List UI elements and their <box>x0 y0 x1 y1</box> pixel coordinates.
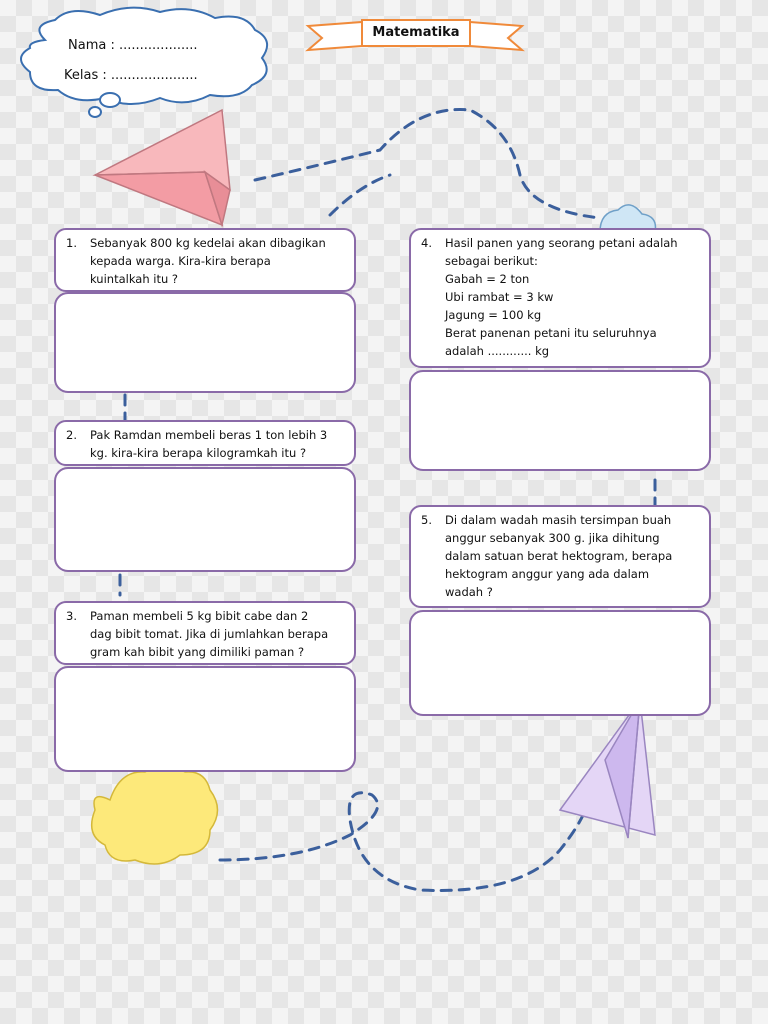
class-line <box>64 68 198 83</box>
question-text-line: Gabah = 2 ton <box>445 272 530 286</box>
question-text-line: Di dalam wadah masih tersimpan buah <box>445 513 672 527</box>
answer-box-1[interactable] <box>54 292 356 393</box>
question-text-line: kg. kira-kira berapa kilogramkah itu ? <box>90 446 307 460</box>
question-text-line: Hasil panen yang seorang petani adalah <box>445 236 678 250</box>
question-text-line: sebagai berikut: <box>445 254 538 268</box>
question-text-line: dag bibit tomat. Jika di jumlahkan berapa <box>90 627 329 641</box>
question-text-line: Sebanyak 800 kg kedelai akan dibagikan <box>90 236 326 250</box>
subject-title: Matematika <box>372 25 460 40</box>
thought-cloud <box>21 8 267 117</box>
class-label: Kelas : <box>64 68 107 83</box>
question-4-box <box>409 228 711 368</box>
question-number: 4. <box>421 236 432 250</box>
class-blank: ..................... <box>110 68 198 83</box>
question-text-line: gram kah bibit yang dimiliki paman ? <box>90 645 305 659</box>
answer-box-2[interactable] <box>54 467 356 572</box>
question-text-line: dalam satuan berat hektogram, berapa <box>445 549 673 563</box>
name-line <box>68 38 198 53</box>
question-number: 5. <box>421 513 432 527</box>
name-label: Nama : <box>68 38 115 53</box>
yellow-cloud <box>92 766 218 864</box>
answer-box-4[interactable] <box>409 370 711 471</box>
question-5-box <box>409 505 711 608</box>
question-text-line: Jagung = 100 kg <box>445 308 542 322</box>
question-text-line: wadah ? <box>445 585 493 599</box>
question-number: 2. <box>66 428 77 442</box>
question-text-line: kepada warga. Kira-kira berapa <box>90 254 271 268</box>
question-text-line: hektogram anggur yang ada dalam <box>445 567 650 581</box>
question-text-line: Pak Ramdan membeli beras 1 ton lebih 3 <box>90 428 328 442</box>
lavender-paper-plane <box>560 700 655 838</box>
question-text-line: kuintalkah itu ? <box>90 272 179 286</box>
question-number: 3. <box>66 609 77 623</box>
question-2-box <box>54 420 356 466</box>
name-blank: ................... <box>118 38 198 53</box>
question-text-line: Paman membeli 5 kg bibit cabe dan 2 <box>90 609 309 623</box>
question-3-box <box>54 601 356 665</box>
pink-paper-plane <box>95 110 230 225</box>
question-text-line: adalah ............ kg <box>445 344 550 358</box>
question-1-box <box>54 228 356 292</box>
answer-box-5[interactable] <box>409 610 711 716</box>
question-text-line: anggur sebanyak 300 g. jika dihitung <box>445 531 660 545</box>
question-text-line: Berat panenan petani itu seluruhnya <box>445 326 657 340</box>
question-text-line: Ubi rambat = 3 kw <box>445 290 554 304</box>
answer-box-3[interactable] <box>54 666 356 772</box>
question-number: 1. <box>66 236 77 250</box>
